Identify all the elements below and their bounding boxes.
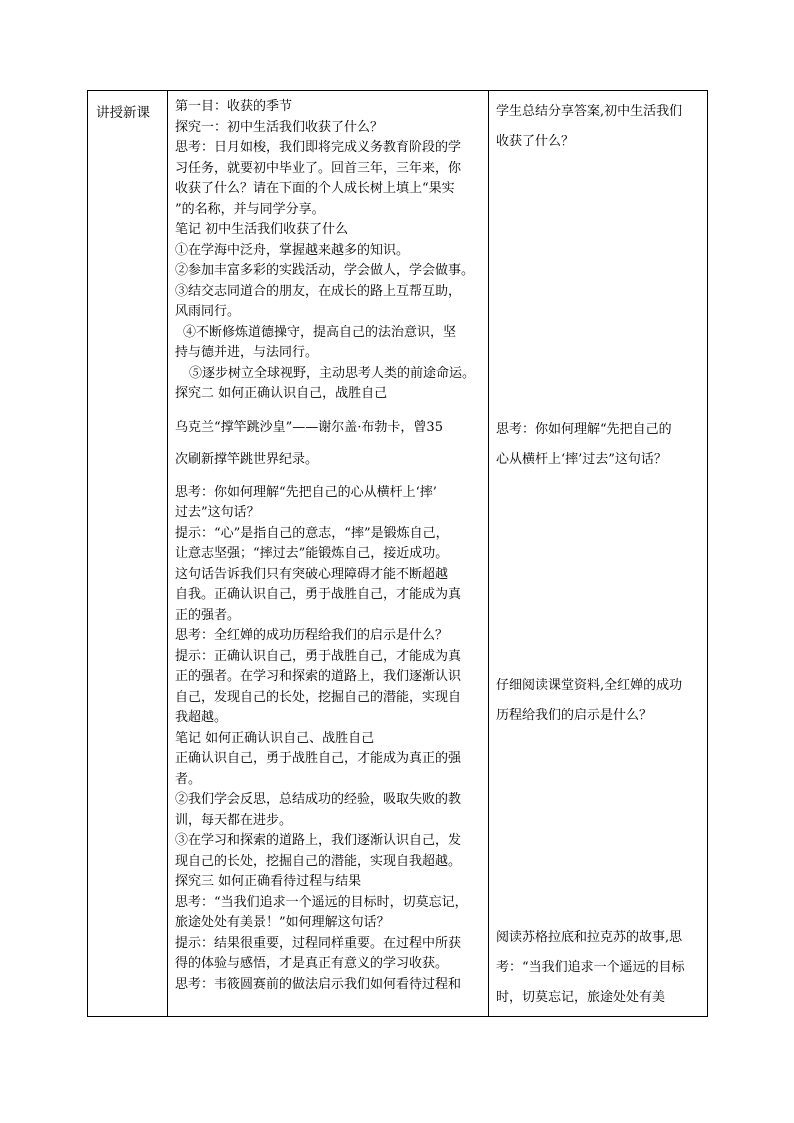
inquiry-heading: 探究二 如何正确认识自己，战胜自己 bbox=[175, 386, 388, 401]
text-line: ②参加丰富多彩的实践活动，学会做人，学会做事。 bbox=[175, 263, 475, 278]
text-line: 训，每天都在进步。 bbox=[175, 812, 293, 828]
text-line: 正确认识自己，勇于战胜自己，才能成为真正的强 bbox=[175, 751, 462, 766]
text-line: 仔细阅读课堂资料,全红婵的成功 bbox=[496, 678, 683, 693]
text-line: 思考：日月如梭，我们即将完成义务教育阶段的学 bbox=[175, 140, 462, 155]
text-line: 习任务，就要初中毕业了。回首三年，三年来，你 bbox=[175, 160, 462, 176]
text-line: 现自己的长处，挖掘自己的潜能，实现自我超越。 bbox=[175, 853, 462, 869]
text-line: ”的名称，并与同学分享。 bbox=[175, 201, 325, 217]
inquiry-heading: 探究三 如何正确看待过程与结果 bbox=[175, 874, 362, 889]
text-line: 正的强者。 bbox=[175, 607, 241, 623]
section-title: 第一目：收获的季节 bbox=[175, 99, 293, 114]
text-line: 让意志坚强；“摔过去”能锻炼自己，接近成功。 bbox=[175, 546, 449, 561]
text-line: 收获了什么？请在下面的个人成长树上填上“果实 bbox=[175, 181, 455, 196]
text-line: 风雨同行。 bbox=[175, 304, 241, 319]
text-line: 自己，发现自己的长处，挖掘自己的潜能，实现自 bbox=[175, 689, 462, 705]
text-line: 时，切莫忘记，旅途处处有美 bbox=[496, 990, 666, 1005]
text-line: 思考：你如何理解“先把自己的心从横杆上‘摔’ bbox=[175, 484, 437, 500]
teaching-content bbox=[175, 97, 485, 995]
text-line: 历程给我们的启示是什么？ bbox=[496, 708, 653, 723]
notes-heading: 笔记 如何正确认识自己、战胜自己 bbox=[175, 730, 375, 746]
notes-heading: 笔记 初中生活我们收获了什么 bbox=[175, 222, 349, 237]
text-line: 自我。正确认识自己，勇于战胜自己，才能成为真 bbox=[175, 587, 462, 602]
text-line: 这句话告诉我们只有突破心理障碍才能不断超越 bbox=[175, 566, 449, 582]
text-line: 正的强者。在学习和探索的道路上，我们逐渐认识 bbox=[175, 669, 462, 684]
text-line: 考：“当我们追求一个遥远的目标 bbox=[496, 960, 685, 975]
text-line: 阅读苏格拉底和拉克苏的故事,思 bbox=[496, 930, 683, 945]
student-activity-4 bbox=[496, 923, 702, 1013]
text-line: 思考：你如何理解“先把自己的 bbox=[496, 422, 672, 437]
text-line: 提示：“心”是指自己的意志，“摔”是锻炼自己， bbox=[175, 525, 449, 541]
text-line: ③在学习和探索的道路上，我们逐渐认识自己，发 bbox=[175, 833, 462, 848]
text-line: 思考：全红婵的成功历程给我们的启示是什么？ bbox=[175, 628, 449, 643]
student-activity-2 bbox=[496, 415, 702, 475]
text-line: ④不断修炼道德操守，提高自己的法治意识，坚 bbox=[183, 324, 457, 340]
text-line: 提示：结果很重要，过程同样重要。在过程中所获 bbox=[175, 935, 462, 951]
text-line: 心从横杆上‘摔’过去”这句话？ bbox=[496, 452, 667, 467]
text-line: 学生总结分享答案,初中生活我们 bbox=[496, 104, 683, 119]
text-line: ①在学海中泛舟，掌握越来越多的知识。 bbox=[175, 242, 410, 258]
text-line: ⑤逐步树立全球视野，主动思考人类的前途命运。 bbox=[189, 365, 476, 381]
lesson-table bbox=[87, 90, 708, 1017]
text-line: 乌克兰“撑竿跳沙皇”——谢尔盖·布勃卡，曾35 bbox=[175, 419, 443, 435]
text-line: 旅途处处有美景！”如何理解这句话？ bbox=[175, 915, 390, 930]
column-divider bbox=[167, 91, 168, 1016]
text-line: 过去”这句话？ bbox=[175, 505, 260, 520]
column-divider bbox=[488, 91, 489, 1016]
text-line: 提示：正确认识自己，勇于战胜自己，才能成为真 bbox=[175, 648, 462, 664]
text-line: 思考：“当我们追求一个遥远的目标时，切莫忘记， bbox=[175, 894, 468, 910]
text-line: 者。 bbox=[175, 771, 202, 787]
text-line: ③结交志同道合的朋友，在成长的路上互帮互助， bbox=[175, 283, 462, 299]
student-activity-1 bbox=[496, 97, 702, 157]
row-label: 讲授新课 bbox=[96, 105, 150, 121]
inquiry-heading: 探究一：初中生活我们收获了什么？ bbox=[175, 119, 384, 135]
text-line: 收获了什么？ bbox=[496, 134, 575, 149]
text-line: ②我们学会反思，总结成功的经验，吸取失败的教 bbox=[175, 792, 462, 807]
student-activity-3 bbox=[496, 671, 702, 731]
text-line: 我超越。 bbox=[175, 710, 228, 725]
text-line: 思考：韦筱圆赛前的做法启示我们如何看待过程和 bbox=[175, 976, 462, 992]
text-line: 次刷新撑竿跳世界纪录。 bbox=[175, 451, 319, 467]
text-line: 持与德并进，与法同行。 bbox=[175, 345, 319, 360]
text-line: 得的体验与感悟，才是真正有意义的学习收获。 bbox=[175, 956, 449, 971]
